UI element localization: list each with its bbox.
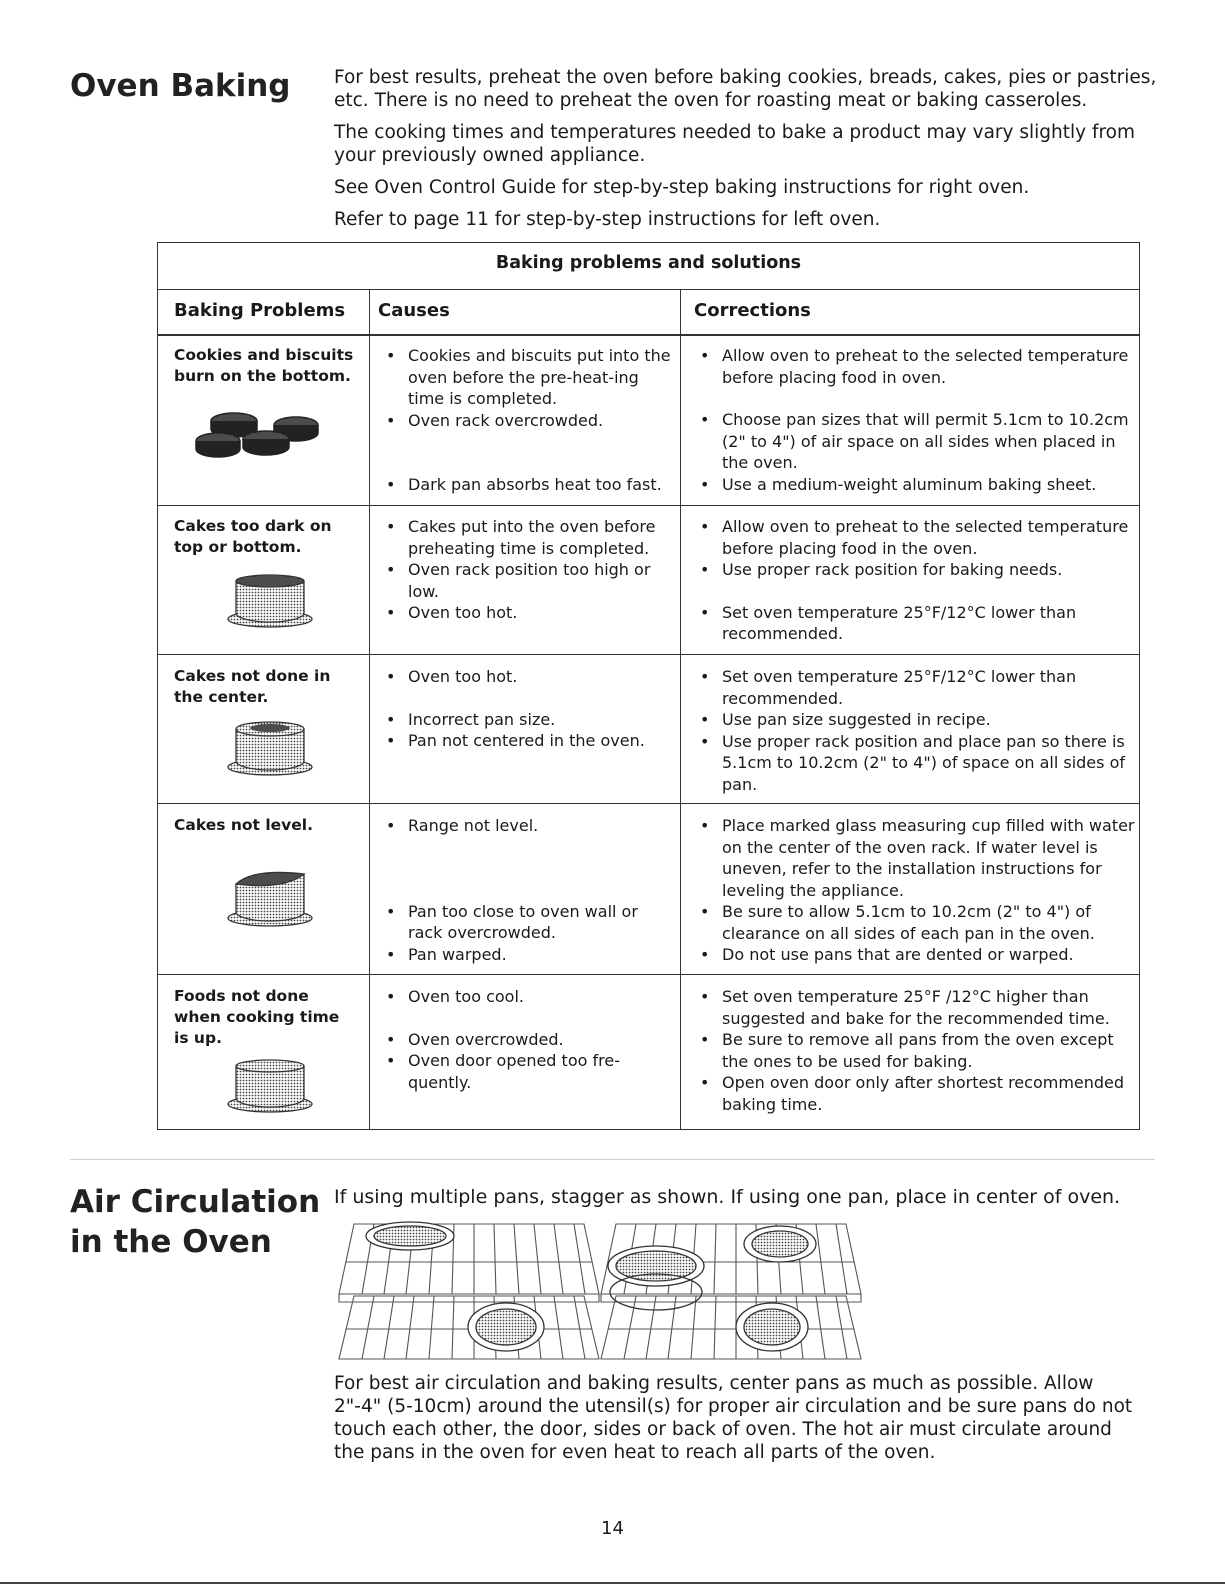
cause-item: • Oven rack position too high or low. <box>382 559 674 602</box>
intro-paragraph: Refer to page 11 for step-by-step instructions for left oven. <box>334 209 881 230</box>
cause-item: • Oven too hot. <box>382 666 674 688</box>
table-divider <box>158 289 1139 290</box>
cake-pan <box>366 1222 454 1250</box>
section-divider <box>70 1159 1155 1160</box>
row-divider <box>158 505 1139 506</box>
causes-list <box>382 516 674 624</box>
header-corrections: Corrections <box>694 300 811 321</box>
cause-item: • Oven too hot. <box>382 602 674 624</box>
cause-item: • Oven overcrowded. <box>382 1029 674 1051</box>
cause-item: • Pan too close to oven wall or rack overcrowded. <box>382 901 674 944</box>
correction-item: • Be sure to remove all pans from the oven except the ones to be used for baking. <box>696 1029 1136 1072</box>
cake-pan <box>744 1226 816 1262</box>
cause-item: • Cakes put into the oven before preheating time is completed. <box>382 516 674 559</box>
correction-item: • Allow oven to preheat to the selected temperature before placing food in oven. <box>696 345 1136 388</box>
header-baking-problems: Baking Problems <box>174 300 346 321</box>
correction-item: • Place marked glass measuring cup filled with water on the center of the oven rack. If water level is uneven, refer to the installation instructions for leveling the appliance. <box>696 815 1136 901</box>
correction-item: • Do not use pans that are dented or warped. <box>696 944 1136 966</box>
problem-label: Cakes not level. <box>174 816 313 834</box>
cake-icon <box>224 1058 316 1114</box>
correction-item: • Use proper rack position and place pan so there is 5.1cm to 10.2cm (2" to 4") of space on all sides of pan. <box>696 731 1136 796</box>
baking-problems-table <box>157 242 1140 1130</box>
oven-rack-diagram <box>334 1214 864 1364</box>
right-oven-racks <box>601 1224 861 1359</box>
cake-icon <box>224 573 316 629</box>
causes-list <box>382 345 674 496</box>
cause-item: • Oven rack overcrowded. <box>382 410 674 432</box>
correction-item: • Set oven temperature 25°F /12°C higher than suggested and bake for the recommended time. <box>696 986 1136 1029</box>
row-divider <box>158 974 1139 975</box>
table-caption: Baking problems and solutions <box>495 253 802 273</box>
air-circulation-intro: If using multiple pans, stagger as shown. If using one pan, place in center of oven. <box>334 1186 1121 1208</box>
corrections-list <box>696 516 1136 645</box>
tilted-cake-icon <box>224 868 316 928</box>
problem-label: Cakes too dark on top or bottom. <box>174 517 332 556</box>
corrections-list <box>696 666 1136 795</box>
table-divider <box>369 289 370 1129</box>
correction-item: • Open oven door only after shortest recommended baking time. <box>696 1072 1136 1115</box>
cake-pan <box>736 1303 808 1351</box>
cause-item: • Range not level. <box>382 815 674 837</box>
causes-list <box>382 986 674 1093</box>
problem-label: Foods not done when cooking time is up. <box>174 987 340 1047</box>
page-bottom-line <box>0 1582 1225 1584</box>
table-divider <box>680 289 681 1129</box>
correction-item: • Choose pan sizes that will permit 5.1cm to 10.2cm (2" to 4") of air space on all sides when placed in the oven. <box>696 409 1136 474</box>
title-line: Air Circulation <box>70 1184 321 1220</box>
air-circulation-paragraph: For best air circulation and baking results, center pans as much as possible. Allow 2"-4" (5-10cm) around the utensil(s) for proper air circulation and be sure pans do not touch each other, the door, sides or back of oven. The hot air must circulate around the pans in the oven for even heat to reach all parts of the oven. <box>334 1373 1133 1463</box>
intro-paragraph: See Oven Control Guide for step-by-step baking instructions for right oven. <box>334 177 1030 198</box>
corrections-list <box>696 986 1136 1115</box>
cause-item: • Oven too cool. <box>382 986 674 1008</box>
row-divider <box>158 654 1139 655</box>
cause-item: • Incorrect pan size. <box>382 709 674 731</box>
problem-label: Cakes not done in the center. <box>174 667 331 706</box>
intro-paragraph: For best results, preheat the oven before baking cookies, breads, cakes, pies or pastries, etc. There is no need to preheat the oven for roasting meat or baking casseroles. <box>334 67 1157 111</box>
correction-item: • Use pan size suggested in recipe. <box>696 709 1136 731</box>
cause-item: • Pan warped. <box>382 944 674 966</box>
title-line: in the Oven <box>70 1224 272 1260</box>
corrections-list <box>696 345 1136 495</box>
correction-item: • Set oven temperature 25°F/12°C lower than recommended. <box>696 666 1136 709</box>
section-title-air-circulation <box>70 1182 320 1262</box>
cause-item: • Pan not centered in the oven. <box>382 730 674 752</box>
causes-list <box>382 666 674 752</box>
intro-paragraph: The cooking times and temperatures needed to bake a product may vary slightly from your previously owned appliance. <box>334 122 1136 166</box>
correction-item: • Set oven temperature 25°F/12°C lower than recommended. <box>696 602 1136 645</box>
correction-item: • Be sure to allow 5.1cm to 10.2cm (2" to 4") of clearance on all sides of each pan in the oven. <box>696 901 1136 944</box>
oven-baking-intro <box>334 66 1164 240</box>
cookies-icon <box>190 401 320 467</box>
section-title-oven-baking: Oven Baking <box>70 68 291 104</box>
row-divider <box>158 803 1139 804</box>
page-number: 14 <box>601 1518 624 1539</box>
cause-item: • Oven door opened too fre-quently. <box>382 1050 674 1093</box>
cake-pan <box>468 1303 544 1351</box>
correction-item: • Use a medium-weight aluminum baking sheet. <box>696 474 1136 496</box>
corrections-list <box>696 815 1136 966</box>
cause-item: • Dark pan absorbs heat too fast. <box>382 474 674 496</box>
problem-label: Cookies and biscuits burn on the bottom. <box>174 346 354 385</box>
cake-icon <box>224 719 316 777</box>
cause-item: • Cookies and biscuits put into the oven before the pre-heat-ing time is completed. <box>382 345 674 410</box>
header-divider <box>158 334 1139 336</box>
correction-item: • Allow oven to preheat to the selected temperature before placing food in the oven. <box>696 516 1136 559</box>
header-causes: Causes <box>378 300 450 321</box>
correction-item: • Use proper rack position for baking needs. <box>696 559 1136 581</box>
causes-list <box>382 815 674 965</box>
